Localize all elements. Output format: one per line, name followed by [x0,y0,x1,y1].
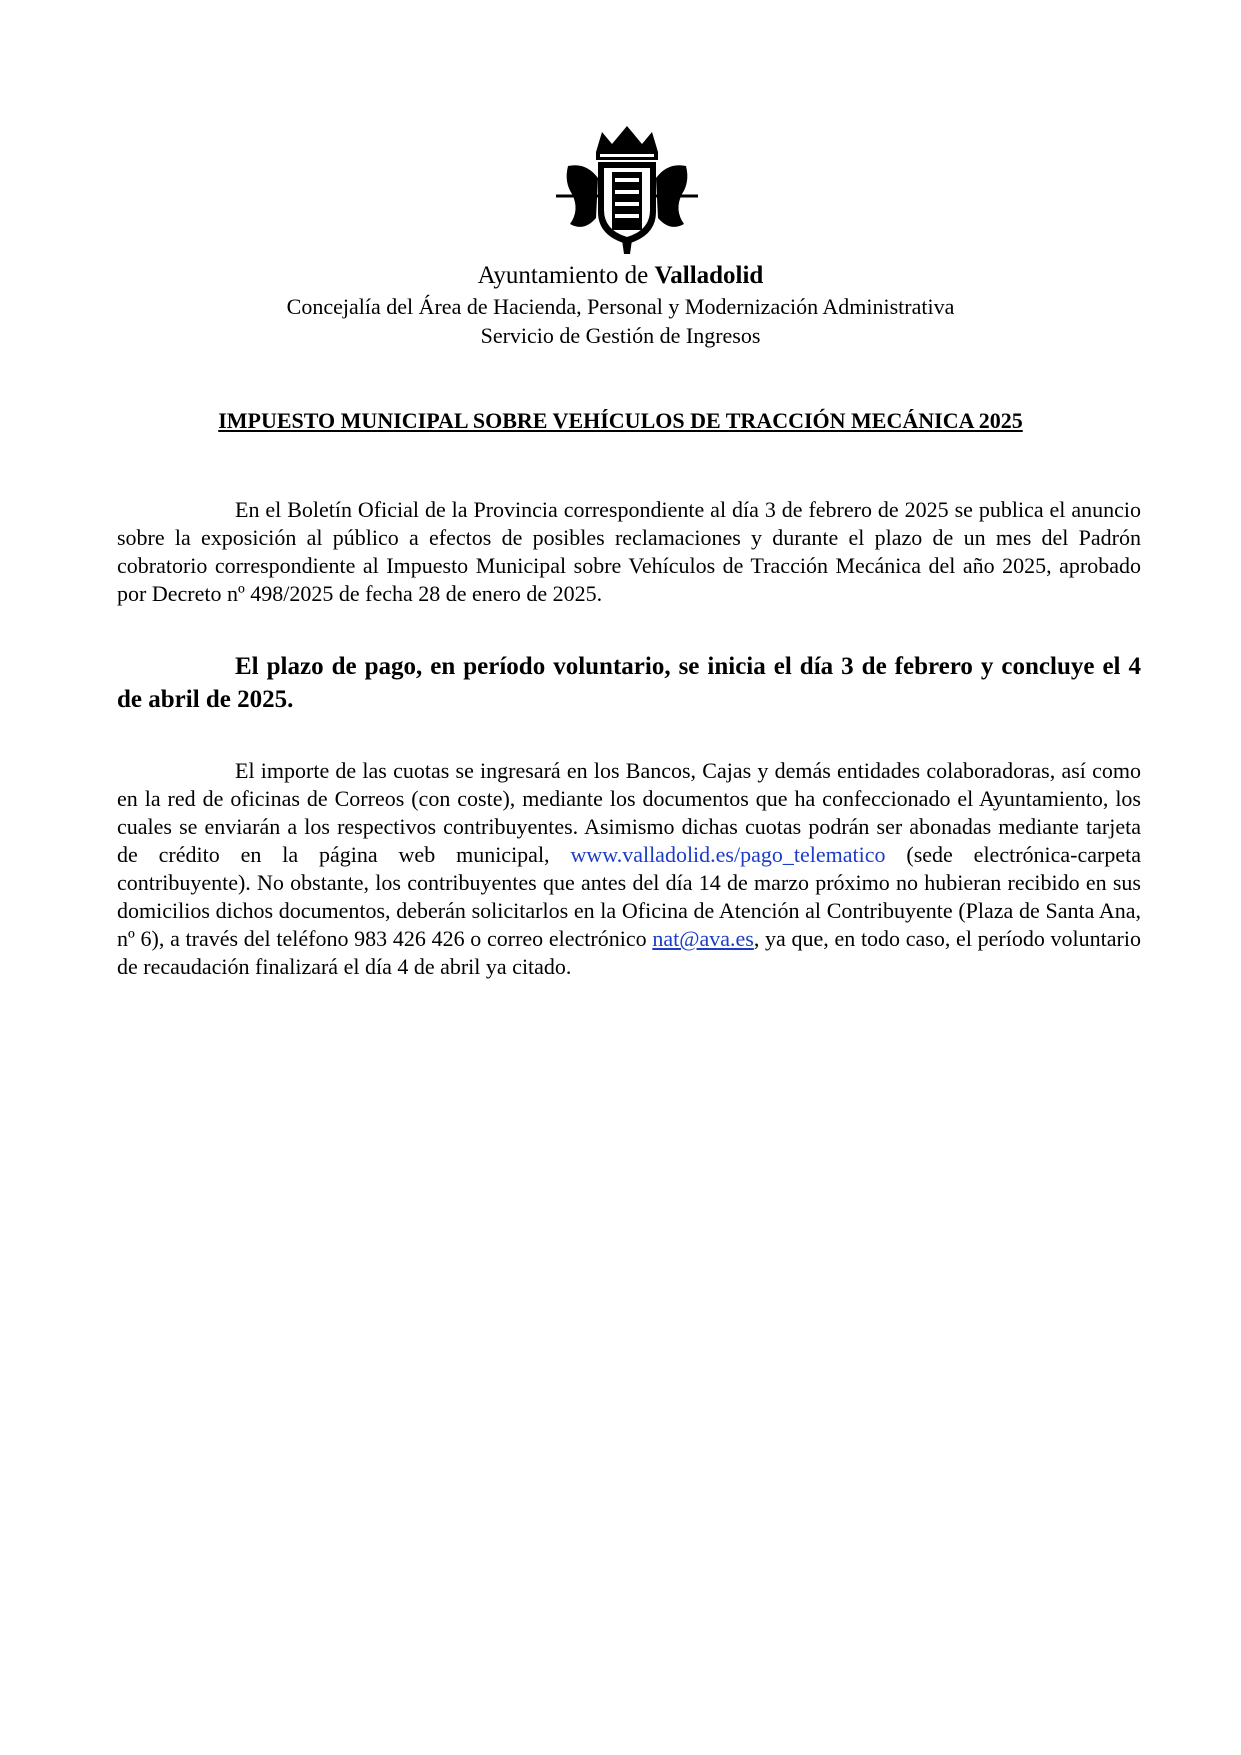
department-name: Concejalía del Área de Hacienda, Personal y Modernización Administrativa [286,294,955,319]
paragraph-publication: En el Boletín Oficial de la Provincia correspondiente al día 3 de febrero de 2025 se publica el anuncio sobre la exposición al público a efectos de posibles reclamaciones y durante el plazo de un mes del Padrón cobratorio correspondiente al Impuesto Municipal sobre Vehículos de Tracción Mecánica del año 2025, aprobado por Decreto nº 498/2025 de fecha 28 de enero de 2025. [117,497,1141,606]
payment-link[interactable]: www.valladolid.es/pago_telematico [570,842,886,867]
service-name: Servicio de Gestión de Ingresos [480,323,761,348]
organization-city: Valladolid [654,262,764,289]
paragraph-payment-methods: El importe de las cuotas se ingresará en los Bancos, Cajas y demás entidades colaboradoras, así como en la red de oficinas de Correos (con coste), mediante los documentos que ha confeccionado el Ayuntamiento, los cuales se enviarán a los respectivos contribuyentes. Asimismo dichas cuotas podrán ser abonadas mediante tarjeta de crédito en la página web municipal, www.valladolid.es/pago_telematico (sede electrónica-carpeta contribuyente). No obstante, los contribuyentes que antes del día 14 de marzo próximo no hubieran recibido en sus domicilios dichos documentos, deberán solicitarlos en la Oficina de Atención al Contribuyente (Plaza de Santa Ana, nº 6), a través del teléfono 983 426 426 o correo electrónico nat@ava.es, ya que, en todo caso, el período voluntario de recaudación finalizará el día 4 de abril ya citado. [117,758,1141,979]
paragraph-payment-period: El plazo de pago, en período voluntario, se inicia el día 3 de febrero y concluye el 4 de abril de 2025. [117,653,1141,713]
valladolid-coat-of-arms-icon [556,122,698,254]
email-link[interactable]: nat@ava.es [652,926,754,951]
document-title: IMPUESTO MUNICIPAL SOBRE VEHÍCULOS DE TRACCIÓN MECÁNICA 2025 [218,408,1023,433]
organization-name: Ayuntamiento de Valladolid [477,262,764,289]
